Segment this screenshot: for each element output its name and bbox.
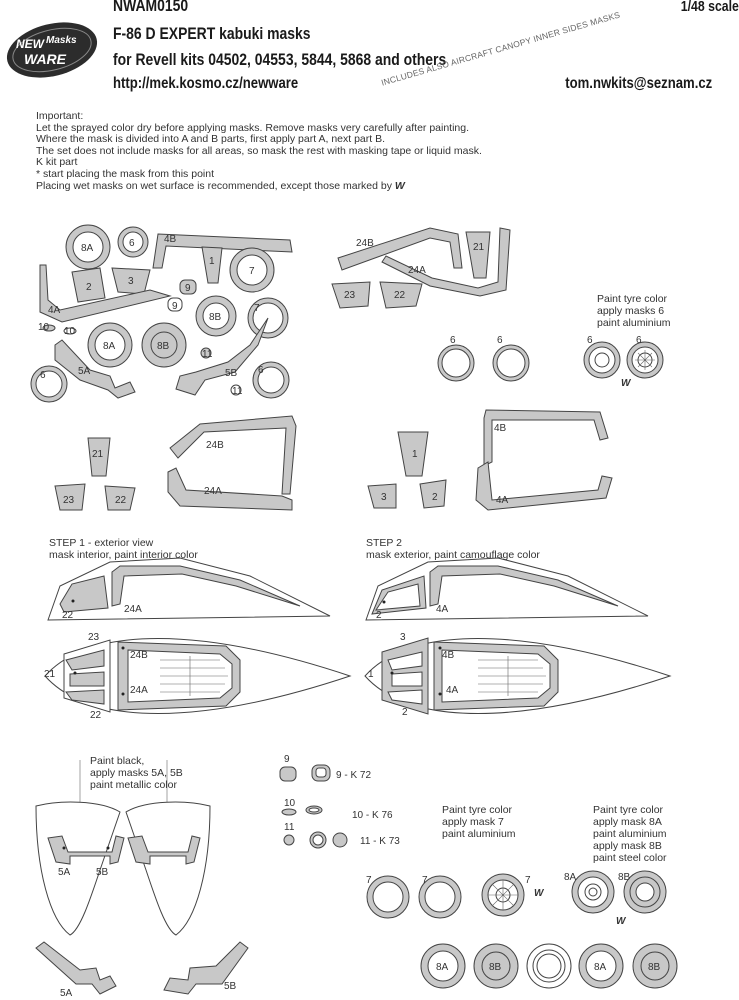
label-21: 21 (473, 242, 485, 253)
step1-label-21: 21 (44, 669, 56, 680)
label-24A: 24A (408, 265, 426, 276)
label-23b: 23 (63, 495, 75, 506)
step1-label-22: 22 (62, 610, 74, 621)
label-24B: 24B (356, 238, 374, 249)
wheel-note-line: apply masks 6 (597, 305, 665, 317)
step2-label-4A: 4A (436, 604, 449, 615)
bottom-ring-masks (421, 944, 677, 988)
step1-caption (49, 537, 198, 561)
step1-label-22: 22 (90, 710, 102, 721)
label-11: 11 (202, 349, 213, 360)
step2-canopy-diagram (365, 558, 670, 718)
label-23: 23 (344, 290, 356, 301)
wheel-note-line: apply mask 8B (593, 840, 662, 852)
wheel-note-top (597, 293, 671, 329)
wheels-mask-7 (366, 874, 545, 918)
mask-sheet-right (332, 228, 510, 308)
light-lens-masks (280, 754, 400, 848)
wet-marker-icon: W (394, 179, 405, 192)
label-22: 22 (394, 290, 406, 301)
label-10: 10 (38, 322, 50, 333)
step1-label-23: 23 (88, 632, 100, 643)
label-4B: 4B (164, 234, 177, 245)
label-1: 1 (209, 256, 215, 267)
compatible-kits: for Revell kits 04502, 04553, 5844, 5868 and others (113, 50, 447, 69)
step2-label-4B: 4B (442, 650, 455, 661)
label-24A-b: 24A (204, 486, 222, 497)
label-3b: 3 (381, 492, 387, 503)
gear-note-line: paint metallic color (90, 779, 177, 791)
step1-label-24B: 24B (130, 650, 148, 661)
wheel-note-line: apply mask 7 (442, 816, 504, 828)
step1-desc: mask interior, paint interior color (49, 549, 198, 561)
scale-label: 1/48 scale (680, 0, 739, 15)
gear-label-5A-b: 5A (60, 988, 73, 999)
label-2: 2 (86, 282, 92, 293)
label-9b: 9 (172, 301, 178, 312)
wheel-note-line: Paint tyre color (597, 293, 668, 305)
label-3: 3 (128, 276, 134, 287)
light-label-11: 11 (284, 822, 295, 833)
wheel-label-6: 6 (450, 335, 456, 346)
mask-21 (466, 232, 490, 278)
ring-label-8B: 8B (489, 962, 502, 973)
light-kit-10: 10 - K 76 (352, 810, 393, 821)
wheel-label-8B: 8B (618, 872, 631, 883)
instruction-line: K kit part (36, 156, 78, 169)
step2-label-2: 2 (376, 610, 382, 621)
light-kit-9: 9 - K 72 (336, 770, 372, 781)
label-24B-b: 24B (206, 440, 224, 451)
step2-caption (366, 537, 540, 561)
logo-text-new: NEW (16, 37, 44, 51)
instruction-line: Let the sprayed color dry before applying masks. Remove masks very carefully after painting. (36, 121, 470, 134)
label-6: 6 (129, 238, 135, 249)
wheel-label-7: 7 (525, 875, 531, 886)
step2-label-2: 2 (402, 707, 408, 718)
wheel-note-line: Paint tyre color (593, 804, 664, 816)
label-5A: 5A (78, 366, 91, 377)
instructions-heading: Important: (36, 110, 84, 122)
label-21b: 21 (92, 449, 104, 460)
wheels-mask-8 (564, 871, 666, 927)
label-7: 7 (249, 266, 255, 277)
wheel-note-line: paint aluminium (593, 828, 667, 840)
wheel-label-6: 6 (636, 335, 642, 346)
wheel-note-mid (442, 804, 516, 840)
instruction-line: Where the mask is divided into A and B parts, first apply part A, next part B. (36, 133, 386, 146)
gear-bay-doors (36, 760, 248, 999)
wheel-note-right (593, 804, 667, 864)
label-4A-b: 4A (496, 495, 509, 506)
wheel-label-7: 7 (366, 875, 372, 886)
wheel-note-line: paint aluminium (442, 828, 516, 840)
label-8B-b: 8B (157, 341, 170, 352)
step2-desc: mask exterior, paint camouflage color (366, 549, 540, 561)
wet-marker-icon: W (534, 888, 544, 899)
product-code: NWAM0150 (113, 0, 189, 15)
wheel-note-line: Paint tyre color (442, 804, 513, 816)
label-6c: 6 (258, 365, 264, 376)
gear-note-line: Paint black, (90, 755, 145, 767)
gear-label-5B-b: 5B (224, 981, 237, 992)
mask-sheet-left (31, 225, 292, 402)
instruction-line: The set does not include masks for all areas, so mask the rest with masking tape or liquid mask. (36, 144, 482, 157)
label-6b: 6 (40, 370, 46, 381)
canopy-masks-right (368, 410, 612, 510)
gear-note-line: apply masks 5A, 5B (90, 767, 183, 779)
step2-label-4A: 4A (446, 685, 459, 696)
label-9: 9 (185, 283, 191, 294)
wheel-label-6: 6 (587, 335, 593, 346)
contact-email[interactable]: tom.nwkits@seznam.cz (565, 75, 712, 92)
ring-label-8A-b: 8A (594, 962, 607, 973)
wheel-note-line: paint steel color (593, 852, 667, 864)
ring-label-8A: 8A (436, 962, 449, 973)
step2-title: STEP 2 (366, 537, 402, 549)
label-8A: 8A (81, 243, 94, 254)
wet-marker-icon: W (621, 378, 631, 389)
wheel-label-8A: 8A (564, 872, 577, 883)
label-8A-b: 8A (103, 341, 116, 352)
product-title: F-86 D EXPERT kabuki masks (113, 24, 311, 43)
label-11b: 11 (232, 386, 243, 397)
ring-label-8B-b: 8B (648, 962, 661, 973)
instruction-wet-text: Placing wet masks on wet surface is recommended, except those marked by (36, 179, 392, 192)
light-kit-11: 11 - K 73 (360, 836, 400, 847)
instruction-line: * start placing the mask from this point (36, 167, 214, 180)
wheel-label-7: 7 (422, 875, 428, 886)
label-4B-b: 4B (494, 423, 507, 434)
step1-label-24A: 24A (124, 604, 142, 615)
label-5B: 5B (225, 368, 238, 379)
label-4A: 4A (48, 305, 61, 316)
step1-label-24A: 24A (130, 685, 148, 696)
logo-text-ware: WARE (24, 51, 66, 67)
canopy-inner-note: INCLUDES ALSO AIRCRAFT CANOPY INNER SIDES MASKS (380, 9, 622, 88)
gear-bay-caption (90, 755, 183, 791)
step1-title: STEP 1 - exterior view (49, 537, 154, 549)
wet-marker-icon: W (616, 916, 626, 927)
step2-label-1: 1 (368, 669, 374, 680)
canopy-inner-masks-left (55, 416, 296, 510)
wheel-label-6: 6 (497, 335, 503, 346)
label-8B: 8B (209, 312, 222, 323)
label-10b: 10 (64, 326, 76, 337)
step1-canopy-diagram (44, 558, 350, 721)
label-1b: 1 (412, 449, 418, 460)
label-22b: 22 (115, 495, 127, 506)
light-label-9: 9 (284, 754, 290, 765)
light-label-10: 10 (284, 798, 296, 809)
website-url[interactable]: http://mek.kosmo.cz/newware (113, 75, 299, 92)
logo-text-masks: Masks (46, 35, 77, 46)
wheel-note-line: paint aluminium (597, 317, 671, 329)
wheels-mask-6 (438, 335, 663, 389)
wheel-note-line: apply mask 8A (593, 816, 662, 828)
label-2b: 2 (432, 492, 438, 503)
step2-label-3: 3 (400, 632, 406, 643)
gear-label-5B: 5B (96, 867, 109, 878)
gear-label-5A: 5A (58, 867, 71, 878)
label-7b: 7 (254, 303, 260, 314)
